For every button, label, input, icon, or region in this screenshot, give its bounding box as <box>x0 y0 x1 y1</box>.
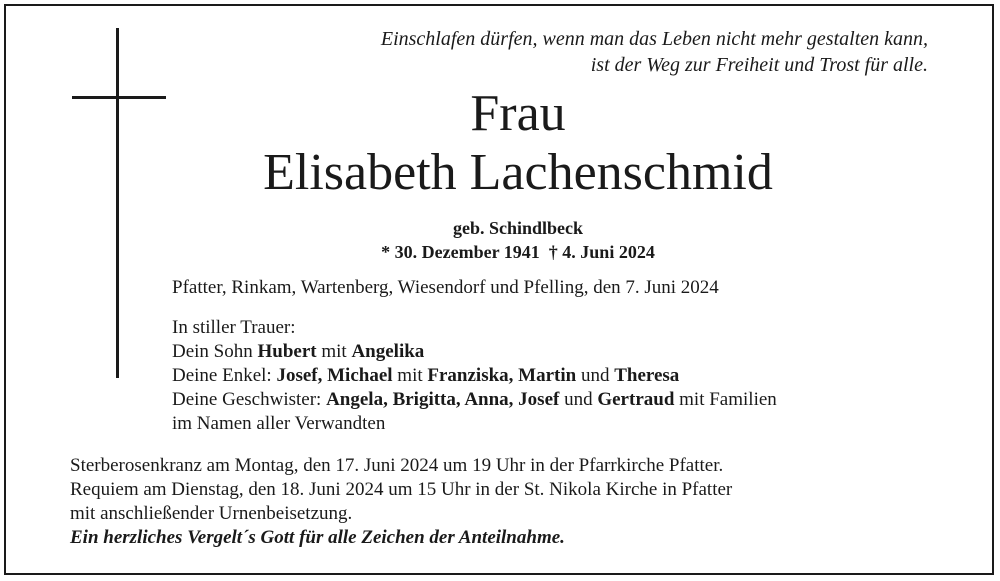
grandchildren-names-b: Franziska, Martin <box>427 365 577 386</box>
life-dates: * 30. Dezember 1941 † 4. Juni 2024 <box>381 242 655 262</box>
grandchildren-prefix: Deine Enkel: <box>172 365 272 386</box>
salutation: Frau <box>470 85 566 142</box>
son-partner-name: Angelika <box>351 341 425 362</box>
mourners-siblings-line <box>172 388 777 412</box>
grandchildren-names-a: Josef, Michael <box>276 365 393 386</box>
place-and-date: Pfatter, Rinkam, Wartenberg, Wiesendorf und Pfelling, den 7. Juni 2024 <box>172 277 719 298</box>
son-name: Hubert <box>257 341 317 362</box>
siblings-suffix: mit Familien <box>679 389 777 410</box>
deceased-name: Elisabeth Lachenschmid <box>263 144 773 201</box>
requiem-line: Requiem am Dienstag, den 18. Juni 2024 um 15 Uhr in der St. Nikola Kirche in Pfatter <box>70 479 733 500</box>
mourners-son-line <box>172 340 777 364</box>
rosary-line: Sterberosenkranz am Montag, den 17. Juni 2024 um 19 Uhr in der Pfarrkirche Pfatter. <box>70 455 724 476</box>
grandchildren-names-c: Theresa <box>614 365 680 386</box>
urn-burial-line: mit anschließender Urnenbeisetzung. <box>70 503 353 524</box>
siblings-names-b: Gertraud <box>597 389 675 410</box>
thanks-line: Ein herzliches Vergelt´s Gott für alle Zeichen der Anteilnahme. <box>70 527 565 548</box>
mourners-relatives-line: im Namen aller Verwandten <box>172 413 386 434</box>
cross-horizontal-bar <box>72 96 166 99</box>
siblings-prefix: Deine Geschwister: <box>172 389 322 410</box>
siblings-and: und <box>564 389 593 410</box>
motto-line-1: Einschlafen dürfen, wenn man das Leben nicht mehr gestalten kann, <box>380 28 928 50</box>
siblings-names-a: Angela, Brigitta, Anna, Josef <box>326 389 560 410</box>
motto-line-2: ist der Weg zur Freiheit und Trost für alle. <box>590 54 928 76</box>
mourners-grandchildren-line <box>172 364 777 388</box>
grandchildren-with: mit <box>397 365 423 386</box>
grandchildren-and: und <box>580 365 610 386</box>
service-details <box>70 454 732 550</box>
motto-quote <box>208 26 928 78</box>
maiden-name: geb. Schindlbeck <box>452 218 584 238</box>
son-prefix: Dein Sohn <box>172 341 253 362</box>
mourners-list <box>172 316 777 436</box>
mourners-intro: In stiller Trauer: <box>172 317 296 338</box>
son-with: mit <box>321 341 347 362</box>
